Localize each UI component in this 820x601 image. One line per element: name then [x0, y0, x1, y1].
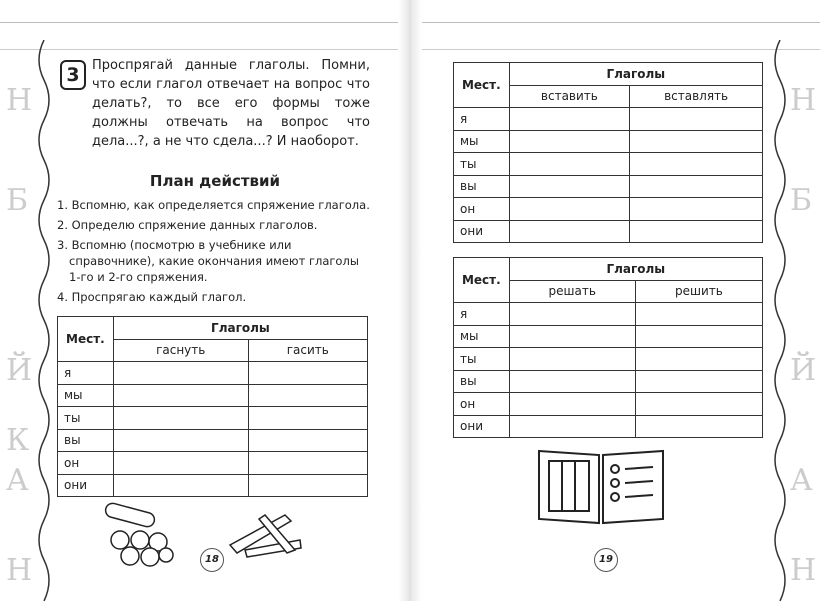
pronoun-cell: они	[58, 474, 114, 497]
pronoun-cell: я	[454, 108, 510, 131]
pronoun-cell: он	[58, 452, 114, 475]
verb-header: решать	[509, 280, 635, 303]
answer-cell[interactable]	[248, 407, 367, 430]
table-row	[454, 130, 763, 153]
svg-text:Б: Б	[6, 183, 29, 218]
answer-cell[interactable]	[630, 130, 763, 153]
pronoun-cell: мы	[454, 130, 510, 153]
answer-cell[interactable]	[630, 153, 763, 176]
plan-item: 2. Определю спряжение данных глаголов.	[57, 218, 318, 232]
answer-cell[interactable]	[248, 429, 367, 452]
answer-cell[interactable]	[630, 198, 763, 221]
answer-cell[interactable]	[509, 393, 635, 416]
answer-cell[interactable]	[509, 370, 635, 393]
open-book-illustration	[535, 445, 667, 527]
answer-cell[interactable]	[113, 452, 248, 475]
page-number-right: 19	[594, 548, 618, 572]
answer-cell[interactable]	[248, 384, 367, 407]
answer-cell[interactable]	[113, 384, 248, 407]
pronoun-cell: мы	[58, 384, 114, 407]
planks-illustration	[225, 505, 305, 560]
table-row	[454, 348, 763, 371]
answer-cell[interactable]	[635, 415, 762, 438]
pronoun-cell: вы	[454, 370, 510, 393]
header-pronoun: Мест.	[58, 317, 114, 362]
table-row	[454, 175, 763, 198]
answer-cell[interactable]	[248, 474, 367, 497]
verb-header: гаснуть	[113, 339, 248, 362]
header-pronoun: Мест.	[454, 63, 510, 108]
table-row	[454, 108, 763, 131]
answer-cell[interactable]	[635, 303, 762, 326]
header-verbs: Глаголы	[509, 63, 762, 86]
verb-header: вставить	[509, 85, 630, 108]
verb-header: гасить	[248, 339, 367, 362]
pronoun-cell: вы	[454, 175, 510, 198]
svg-text:Н: Н	[790, 83, 817, 118]
answer-cell[interactable]	[509, 220, 630, 243]
right-border-decoration	[770, 40, 820, 601]
header-verbs: Глаголы	[509, 258, 762, 281]
answer-cell[interactable]	[509, 348, 635, 371]
verb-header: решить	[635, 280, 762, 303]
pronoun-cell: они	[454, 220, 510, 243]
pronoun-cell: я	[58, 362, 114, 385]
table-row	[454, 325, 763, 348]
answer-cell[interactable]	[113, 362, 248, 385]
page-gutter	[398, 0, 422, 601]
pronoun-cell: ты	[58, 407, 114, 430]
table-row	[454, 303, 763, 326]
answer-cell[interactable]	[248, 362, 367, 385]
answer-cell[interactable]	[509, 303, 635, 326]
plan-item: 4. Проспрягаю каждый глагол.	[57, 290, 247, 304]
svg-text:К: К	[6, 423, 30, 458]
table-row	[454, 393, 763, 416]
answer-cell[interactable]	[248, 452, 367, 475]
conjugation-table-left	[57, 316, 368, 497]
table-row	[58, 452, 368, 475]
answer-cell[interactable]	[630, 175, 763, 198]
table-row	[454, 198, 763, 221]
answer-cell[interactable]	[113, 474, 248, 497]
answer-cell[interactable]	[509, 108, 630, 131]
left-border-decoration	[0, 40, 60, 601]
plan-item: 1. Вспомню, как определяется спряжение глагола.	[57, 198, 370, 212]
answer-cell[interactable]	[509, 175, 630, 198]
answer-cell[interactable]	[630, 108, 763, 131]
svg-text:Б: Б	[790, 183, 813, 218]
pronoun-cell: он	[454, 393, 510, 416]
answer-cell[interactable]	[113, 407, 248, 430]
pronoun-cell: он	[454, 198, 510, 221]
verb-header: вставлять	[630, 85, 763, 108]
pronoun-cell: мы	[454, 325, 510, 348]
task-number: 3	[60, 60, 86, 90]
table-row	[454, 153, 763, 176]
svg-text:Й: Й	[790, 353, 817, 388]
table-row	[58, 362, 368, 385]
header-pronoun: Мест.	[454, 258, 510, 303]
svg-text:Н: Н	[790, 553, 817, 588]
pronoun-cell: ты	[454, 153, 510, 176]
header-verbs: Глаголы	[113, 317, 367, 340]
table-row	[454, 415, 763, 438]
plan-title: План действий	[149, 172, 281, 190]
svg-text:Н: Н	[6, 83, 33, 118]
answer-cell[interactable]	[509, 130, 630, 153]
answer-cell[interactable]	[635, 348, 762, 371]
svg-text:Н: Н	[6, 553, 33, 588]
answer-cell[interactable]	[509, 153, 630, 176]
top-rule-right	[422, 22, 820, 50]
pronoun-cell: я	[454, 303, 510, 326]
answer-cell[interactable]	[509, 198, 630, 221]
answer-cell[interactable]	[630, 220, 763, 243]
svg-text:А: А	[790, 463, 813, 498]
pronoun-cell: ты	[454, 348, 510, 371]
svg-text:Й: Й	[6, 353, 33, 388]
plan-list	[57, 197, 372, 309]
conjugation-table-right-1	[453, 62, 763, 243]
pronoun-cell: вы	[58, 429, 114, 452]
table-row	[58, 384, 368, 407]
logs-illustration	[100, 500, 180, 570]
conjugation-table-right-2	[453, 257, 763, 438]
table-row	[58, 429, 368, 452]
answer-cell[interactable]	[635, 393, 762, 416]
answer-cell[interactable]	[635, 325, 762, 348]
table-row	[454, 220, 763, 243]
table-row	[58, 474, 368, 497]
table-row	[58, 407, 368, 430]
page-number-left: 18	[200, 548, 224, 572]
answer-cell[interactable]	[509, 415, 635, 438]
task-text: Проспрягай данные глаголы. Помни, что если глагол отвечает на вопрос что делать?, то все его формы тоже должны отвечать на вопрос что дела...?, а не что сдела...? И наоборот.	[92, 58, 370, 149]
plan-item: 3. Вспомню (посмотрю в учебнике или справочнике), какие окончания имеют глаголы 1-го и 2-го спряжения.	[57, 238, 359, 284]
answer-cell[interactable]	[113, 429, 248, 452]
answer-cell[interactable]	[635, 370, 762, 393]
pronoun-cell: они	[454, 415, 510, 438]
answer-cell[interactable]	[509, 325, 635, 348]
svg-text:А: А	[6, 463, 29, 498]
table-row	[454, 370, 763, 393]
